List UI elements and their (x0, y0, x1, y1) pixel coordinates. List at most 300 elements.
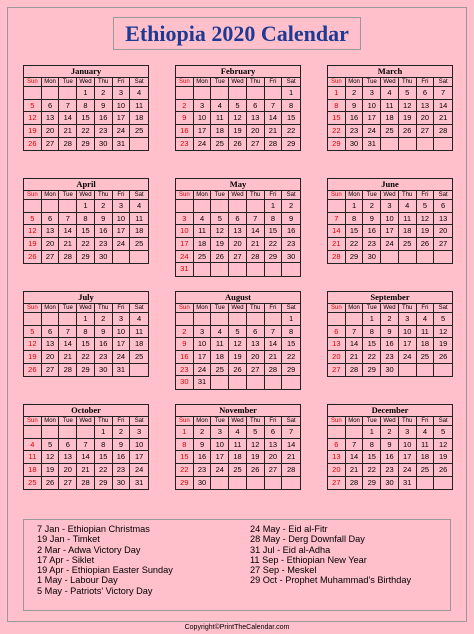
empty-cell (399, 251, 417, 264)
day-cell: 15 (176, 451, 194, 464)
day-cell: 24 (176, 251, 194, 264)
day-cell: 14 (59, 225, 77, 238)
day-cell: 19 (211, 238, 229, 251)
day-cell: 30 (346, 138, 364, 151)
day-cell: 10 (381, 213, 399, 226)
day-cell: 26 (24, 364, 42, 377)
day-cell: 23 (194, 464, 212, 477)
day-cell: 15 (346, 225, 364, 238)
day-cell: 11 (130, 326, 148, 339)
holiday-item: 2 Mar - Adwa Victory Day (37, 544, 141, 555)
weekday-header: Thu (95, 304, 113, 313)
day-cell: 4 (211, 326, 229, 339)
empty-cell (24, 313, 42, 326)
day-cell: 17 (381, 225, 399, 238)
day-cell: 1 (77, 313, 95, 326)
day-cell: 22 (363, 464, 381, 477)
day-cell: 26 (434, 464, 452, 477)
day-cell: 12 (434, 326, 452, 339)
day-cell: 28 (59, 364, 77, 377)
empty-cell (59, 426, 77, 439)
day-cell: 6 (434, 200, 452, 213)
day-cell: 7 (328, 213, 346, 226)
day-cell: 23 (346, 125, 364, 138)
day-cell: 29 (176, 477, 194, 490)
day-cell: 2 (176, 100, 194, 113)
weekday-header: Sat (434, 304, 452, 313)
day-cell: 4 (130, 313, 148, 326)
day-cell: 25 (211, 364, 229, 377)
month-grid (328, 191, 452, 263)
day-cell: 21 (265, 351, 283, 364)
weekday-header: Sat (282, 304, 300, 313)
day-cell: 24 (211, 464, 229, 477)
empty-cell (328, 426, 346, 439)
day-cell: 16 (113, 451, 131, 464)
day-cell: 6 (42, 326, 60, 339)
weekday-header: Mon (42, 417, 60, 426)
month-march (327, 65, 453, 151)
day-cell: 13 (42, 112, 60, 125)
day-cell: 14 (247, 225, 265, 238)
weekday-header: Fri (113, 304, 131, 313)
day-cell: 13 (42, 225, 60, 238)
weekday-header: Tue (59, 417, 77, 426)
weekday-header: Mon (346, 191, 364, 200)
day-cell: 22 (346, 238, 364, 251)
empty-cell (346, 313, 364, 326)
day-cell: 6 (265, 426, 283, 439)
empty-cell (130, 251, 148, 264)
holiday-item: 19 Jan - Timket (37, 534, 100, 545)
weekday-header: Mon (194, 304, 212, 313)
weekday-header: Fri (417, 191, 435, 200)
day-cell: 29 (363, 364, 381, 377)
day-cell: 25 (24, 477, 42, 490)
day-cell: 9 (346, 100, 364, 113)
month-name: May (176, 179, 300, 191)
day-cell: 8 (77, 213, 95, 226)
day-cell: 9 (95, 326, 113, 339)
day-cell: 7 (59, 213, 77, 226)
day-cell: 8 (363, 326, 381, 339)
day-cell: 30 (95, 251, 113, 264)
weekday-header: Mon (346, 78, 364, 87)
empty-cell (211, 200, 229, 213)
day-cell: 1 (328, 87, 346, 100)
day-cell: 21 (282, 451, 300, 464)
month-name: October (24, 405, 148, 417)
empty-cell (229, 263, 247, 276)
month-name: March (328, 66, 452, 78)
day-cell: 17 (176, 238, 194, 251)
day-cell: 7 (247, 213, 265, 226)
day-cell: 6 (247, 100, 265, 113)
weekday-header: Sun (176, 191, 194, 200)
day-cell: 25 (381, 125, 399, 138)
day-cell: 11 (381, 100, 399, 113)
day-cell: 17 (363, 112, 381, 125)
day-cell: 10 (130, 439, 148, 452)
day-cell: 22 (77, 125, 95, 138)
day-cell: 12 (24, 225, 42, 238)
month-grid (328, 78, 452, 150)
day-cell: 9 (194, 439, 212, 452)
day-cell: 15 (77, 225, 95, 238)
day-cell: 15 (328, 112, 346, 125)
day-cell: 27 (417, 125, 435, 138)
weekday-header: Mon (346, 304, 364, 313)
day-cell: 18 (211, 125, 229, 138)
weekday-header: Sun (328, 417, 346, 426)
day-cell: 9 (381, 326, 399, 339)
holiday-column-right (250, 524, 411, 586)
day-cell: 24 (399, 351, 417, 364)
day-cell: 16 (381, 451, 399, 464)
day-cell: 18 (381, 112, 399, 125)
weekday-header: Fri (417, 304, 435, 313)
day-cell: 8 (328, 100, 346, 113)
day-cell: 25 (211, 138, 229, 151)
day-cell: 1 (176, 426, 194, 439)
day-cell: 5 (42, 439, 60, 452)
empty-cell (176, 87, 194, 100)
day-cell: 16 (95, 112, 113, 125)
day-cell: 24 (363, 125, 381, 138)
day-cell: 2 (346, 87, 364, 100)
day-cell: 21 (346, 351, 364, 364)
day-cell: 13 (265, 439, 283, 452)
day-cell: 4 (194, 213, 212, 226)
month-grid (24, 191, 148, 263)
day-cell: 30 (95, 138, 113, 151)
day-cell: 16 (282, 225, 300, 238)
day-cell: 24 (113, 351, 131, 364)
empty-cell (229, 200, 247, 213)
holiday-column-left (37, 524, 173, 596)
day-cell: 31 (194, 376, 212, 389)
day-cell: 25 (130, 238, 148, 251)
day-cell: 9 (113, 439, 131, 452)
empty-cell (434, 364, 452, 377)
day-cell: 5 (399, 87, 417, 100)
month-grid (176, 78, 300, 150)
day-cell: 8 (282, 100, 300, 113)
weekday-header: Tue (211, 417, 229, 426)
empty-cell (247, 313, 265, 326)
day-cell: 2 (381, 313, 399, 326)
day-cell: 18 (130, 112, 148, 125)
day-cell: 19 (417, 225, 435, 238)
day-cell: 12 (417, 213, 435, 226)
day-cell: 3 (381, 200, 399, 213)
day-cell: 3 (194, 100, 212, 113)
day-cell: 22 (77, 351, 95, 364)
holiday-list (23, 519, 451, 611)
day-cell: 15 (282, 338, 300, 351)
day-cell: 13 (59, 451, 77, 464)
day-cell: 21 (59, 351, 77, 364)
day-cell: 22 (95, 464, 113, 477)
day-cell: 18 (194, 238, 212, 251)
weekday-header: Fri (417, 417, 435, 426)
empty-cell (194, 200, 212, 213)
day-cell: 30 (113, 477, 131, 490)
day-cell: 14 (346, 451, 364, 464)
weekday-header: Mon (194, 417, 212, 426)
empty-cell (282, 376, 300, 389)
day-cell: 14 (434, 100, 452, 113)
weekday-header: Sat (130, 78, 148, 87)
day-cell: 19 (24, 238, 42, 251)
weekday-header: Sun (176, 78, 194, 87)
day-cell: 26 (229, 364, 247, 377)
day-cell: 17 (113, 112, 131, 125)
day-cell: 7 (346, 326, 364, 339)
day-cell: 12 (434, 439, 452, 452)
day-cell: 23 (95, 351, 113, 364)
day-cell: 13 (328, 338, 346, 351)
day-cell: 21 (328, 238, 346, 251)
day-cell: 14 (282, 439, 300, 452)
weekday-header: Thu (95, 417, 113, 426)
day-cell: 6 (417, 87, 435, 100)
weekday-header: Wed (229, 417, 247, 426)
day-cell: 3 (399, 426, 417, 439)
day-cell: 29 (77, 138, 95, 151)
day-cell: 2 (176, 326, 194, 339)
day-cell: 17 (113, 338, 131, 351)
day-cell: 17 (194, 351, 212, 364)
day-cell: 2 (363, 200, 381, 213)
weekday-header: Sat (282, 78, 300, 87)
day-cell: 20 (247, 125, 265, 138)
day-cell: 2 (113, 426, 131, 439)
day-cell: 10 (211, 439, 229, 452)
day-cell: 8 (363, 439, 381, 452)
day-cell: 3 (176, 213, 194, 226)
day-cell: 14 (265, 112, 283, 125)
day-cell: 12 (229, 338, 247, 351)
empty-cell (417, 477, 435, 490)
empty-cell (381, 138, 399, 151)
day-cell: 8 (282, 326, 300, 339)
day-cell: 18 (399, 225, 417, 238)
day-cell: 29 (363, 477, 381, 490)
weekday-header: Sun (328, 191, 346, 200)
day-cell: 16 (346, 112, 364, 125)
day-cell: 30 (95, 364, 113, 377)
day-cell: 7 (434, 87, 452, 100)
empty-cell (194, 87, 212, 100)
day-cell: 21 (434, 112, 452, 125)
day-cell: 21 (346, 464, 364, 477)
weekday-header: Thu (399, 304, 417, 313)
weekday-header: Mon (194, 78, 212, 87)
day-cell: 26 (399, 125, 417, 138)
empty-cell (229, 87, 247, 100)
month-grid (328, 417, 452, 489)
day-cell: 26 (42, 477, 60, 490)
day-cell: 9 (282, 213, 300, 226)
day-cell: 27 (247, 138, 265, 151)
day-cell: 24 (194, 138, 212, 151)
day-cell: 17 (113, 225, 131, 238)
day-cell: 28 (77, 477, 95, 490)
day-cell: 21 (247, 238, 265, 251)
day-cell: 1 (77, 87, 95, 100)
empty-cell (434, 251, 452, 264)
day-cell: 24 (194, 364, 212, 377)
empty-cell (211, 313, 229, 326)
day-cell: 30 (176, 376, 194, 389)
weekday-header: Tue (211, 78, 229, 87)
weekday-header: Tue (59, 78, 77, 87)
day-cell: 15 (77, 112, 95, 125)
day-cell: 28 (328, 251, 346, 264)
day-cell: 1 (363, 313, 381, 326)
day-cell: 16 (381, 338, 399, 351)
empty-cell (176, 200, 194, 213)
day-cell: 28 (434, 125, 452, 138)
day-cell: 31 (176, 263, 194, 276)
day-cell: 29 (346, 251, 364, 264)
weekday-header: Sun (24, 191, 42, 200)
day-cell: 28 (282, 464, 300, 477)
day-cell: 14 (346, 338, 364, 351)
weekday-header: Fri (113, 417, 131, 426)
holiday-item: 1 May - Labour Day (37, 575, 118, 586)
empty-cell (247, 477, 265, 490)
day-cell: 15 (95, 451, 113, 464)
day-cell: 19 (24, 351, 42, 364)
weekday-header: Fri (265, 417, 283, 426)
month-july (23, 291, 149, 377)
day-cell: 10 (113, 326, 131, 339)
day-cell: 11 (130, 100, 148, 113)
weekday-header: Thu (399, 417, 417, 426)
weekday-header: Wed (229, 191, 247, 200)
day-cell: 3 (130, 426, 148, 439)
empty-cell (42, 313, 60, 326)
day-cell: 4 (381, 87, 399, 100)
month-grid (24, 417, 148, 489)
empty-cell (42, 200, 60, 213)
day-cell: 6 (328, 326, 346, 339)
day-cell: 24 (113, 238, 131, 251)
day-cell: 21 (77, 464, 95, 477)
empty-cell (211, 376, 229, 389)
empty-cell (265, 87, 283, 100)
day-cell: 13 (229, 225, 247, 238)
empty-cell (59, 313, 77, 326)
day-cell: 16 (95, 225, 113, 238)
day-cell: 7 (59, 100, 77, 113)
day-cell: 6 (247, 326, 265, 339)
weekday-header: Wed (77, 304, 95, 313)
weekday-header: Wed (77, 78, 95, 87)
day-cell: 25 (229, 464, 247, 477)
day-cell: 3 (113, 200, 131, 213)
day-cell: 6 (59, 439, 77, 452)
day-cell: 23 (381, 351, 399, 364)
day-cell: 7 (265, 326, 283, 339)
day-cell: 17 (211, 451, 229, 464)
day-cell: 27 (42, 138, 60, 151)
day-cell: 31 (399, 477, 417, 490)
day-cell: 3 (363, 87, 381, 100)
day-cell: 30 (381, 477, 399, 490)
day-cell: 23 (95, 125, 113, 138)
day-cell: 20 (59, 464, 77, 477)
empty-cell (265, 313, 283, 326)
day-cell: 3 (399, 313, 417, 326)
day-cell: 18 (229, 451, 247, 464)
day-cell: 24 (113, 125, 131, 138)
weekday-header: Tue (363, 78, 381, 87)
weekday-header: Tue (363, 304, 381, 313)
weekday-header: Wed (229, 304, 247, 313)
day-cell: 25 (130, 125, 148, 138)
day-cell: 31 (113, 364, 131, 377)
month-grid (176, 417, 300, 489)
day-cell: 13 (328, 451, 346, 464)
day-cell: 13 (417, 100, 435, 113)
day-cell: 21 (265, 125, 283, 138)
day-cell: 23 (176, 138, 194, 151)
holiday-item: 29 Oct - Prophet Muhammad's Birthday (250, 575, 412, 586)
weekday-header: Tue (363, 191, 381, 200)
day-cell: 24 (130, 464, 148, 477)
day-cell: 4 (130, 200, 148, 213)
day-cell: 26 (211, 251, 229, 264)
day-cell: 26 (24, 251, 42, 264)
weekday-header: Fri (113, 191, 131, 200)
month-name: November (176, 405, 300, 417)
day-cell: 29 (77, 251, 95, 264)
weekday-header: Wed (229, 78, 247, 87)
day-cell: 19 (399, 112, 417, 125)
weekday-header: Sat (434, 78, 452, 87)
empty-cell (247, 376, 265, 389)
weekday-header: Mon (42, 191, 60, 200)
month-february (175, 65, 301, 151)
day-cell: 15 (77, 338, 95, 351)
day-cell: 8 (77, 100, 95, 113)
empty-cell (417, 251, 435, 264)
month-name: December (328, 405, 452, 417)
month-grid (176, 304, 300, 389)
day-cell: 12 (229, 112, 247, 125)
day-cell: 21 (59, 125, 77, 138)
day-cell: 27 (328, 477, 346, 490)
day-cell: 30 (194, 477, 212, 490)
day-cell: 29 (265, 251, 283, 264)
day-cell: 1 (265, 200, 283, 213)
day-cell: 6 (229, 213, 247, 226)
empty-cell (328, 200, 346, 213)
holiday-item: 28 May - Derg Downfall Day (250, 534, 365, 545)
weekday-header: Thu (247, 417, 265, 426)
day-cell: 4 (417, 313, 435, 326)
day-cell: 28 (247, 251, 265, 264)
weekday-header: Tue (59, 304, 77, 313)
month-december (327, 404, 453, 490)
day-cell: 5 (211, 213, 229, 226)
day-cell: 1 (95, 426, 113, 439)
month-name: September (328, 292, 452, 304)
weekday-header: Wed (77, 417, 95, 426)
